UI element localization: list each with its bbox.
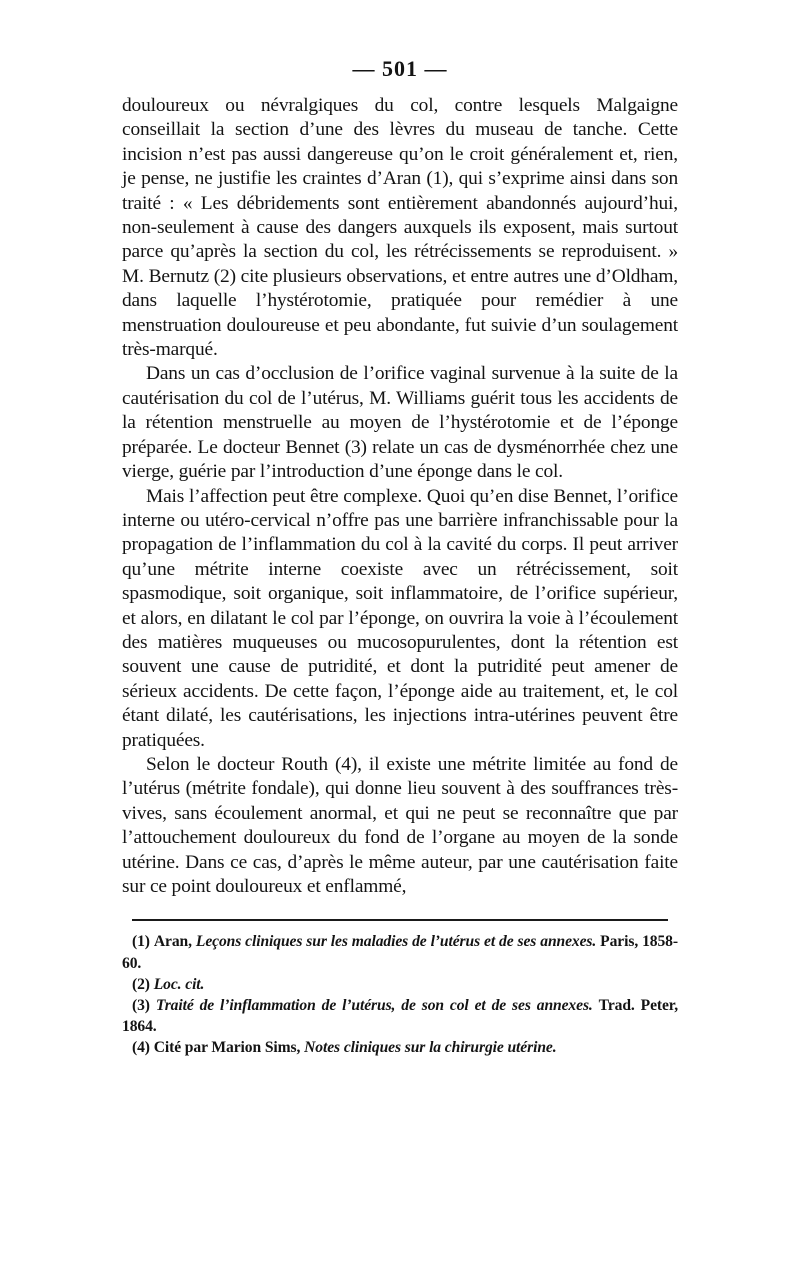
- footnote-ref: (3): [132, 997, 150, 1015]
- paragraph: douloureux ou névralgiques du col, contre lesquels Malgaigne conseillait la section d’une des lèvres du museau de tanche. Cette incision n’est pas aussi dangereuse qu’on le croit généralement et, rien, je pense, ne justifie les craintes d’Aran (1), qui s’exprime ainsi dans son traité : « Les débridements sont entièrement abandonnés aujourd’hui, non-seulement à cause des dangers auxquels ils exposent, mais surtout parce qu’après la section du col, les rétrécissements se reproduisent. » M. Bernutz (2) cite plusieurs observations, et entre autres une d’Oldham, dans laquelle l’hystérotomie, pratiquée pour remédier à une menstruation douloureuse et peu abondante, fut suivie d’un soulagement très-marqué.: [122, 95, 678, 361]
- footnote-source: Paris, 1858-60.: [122, 933, 678, 972]
- paragraph: Selon le docteur Routh (4), il existe une métrite limitée au fond de l’utérus (métrite fondale), qui donne lieu souvent à des souffrances très-vives, sans écoulement anormal, et qui ne peut se reconnaître que par l’attouchement douloureux du fond de l’organe au moyen de la sonde utérine. Dans ce cas, d’après le même auteur, par une cautérisation faite sur ce point douloureux et enflammé,: [122, 753, 678, 897]
- footnote-author: Cité par Marion Sims,: [153, 1039, 301, 1057]
- footnote: [122, 1037, 678, 1058]
- footnote-author: Aran,: [153, 933, 192, 951]
- paragraph: Mais l’affection peut être complexe. Quoi qu’en dise Bennet, l’orifice interne ou utéro-cervical n’offre pas une barrière infranchissable pour la propagation de l’inflammation du col à la cavité du corps. Il peut arriver qu’une métrite interne coexiste avec un rétrécissement, soit spasmodique, soit organique, soit inflammatoire, de l’orifice supérieur, et alors, en dilatant le col par l’éponge, on ouvrira la voie à l’écoulement des matières muqueuses ou mucosopurulentes, dont la rétention est souvent une cause de putridité, et dont la putridité peut amener de sérieux accidents. De cette façon, l’éponge aide au traitement, et, le col étant dilaté, les cautérisations, les injections intra-utérines peuvent être pratiquées.: [122, 485, 678, 751]
- footnote-ref: (4): [132, 1039, 150, 1057]
- footnote-divider: [132, 919, 668, 921]
- footnote: [122, 931, 678, 973]
- footnote: [122, 995, 678, 1037]
- footnote-title: Leçons cliniques sur les maladies de l’utérus et de ses annexes.: [195, 933, 597, 951]
- paragraph: Dans un cas d’occlusion de l’orifice vaginal survenue à la suite de la cautérisation du col de l’utérus, M. Williams guérit tous les accidents de la rétention menstruelle au moyen de l’hystérotomie et de l’éponge préparée. Le docteur Bennet (3) relate un cas de dysménorrhée chez une vierge, guérie par l’introduction d’une éponge dans le col.: [122, 363, 678, 483]
- footnote-title: Notes cliniques sur la chirurgie utérine.: [304, 1039, 557, 1057]
- footnote-title: Traité de l’inflammation de l’utérus, de son col et de ses annexes.: [155, 997, 593, 1015]
- book-page: [122, 56, 678, 1059]
- body-text: [122, 94, 678, 899]
- footnote: [122, 974, 678, 995]
- footnote-title: Loc. cit.: [153, 975, 205, 993]
- footnote-ref: (1): [132, 933, 150, 951]
- page-number: — 501 —: [352, 56, 448, 81]
- footnote-source: Trad. Peter, 1864.: [122, 997, 678, 1036]
- footnote-ref: (2): [132, 975, 150, 993]
- footnotes: [122, 931, 678, 1058]
